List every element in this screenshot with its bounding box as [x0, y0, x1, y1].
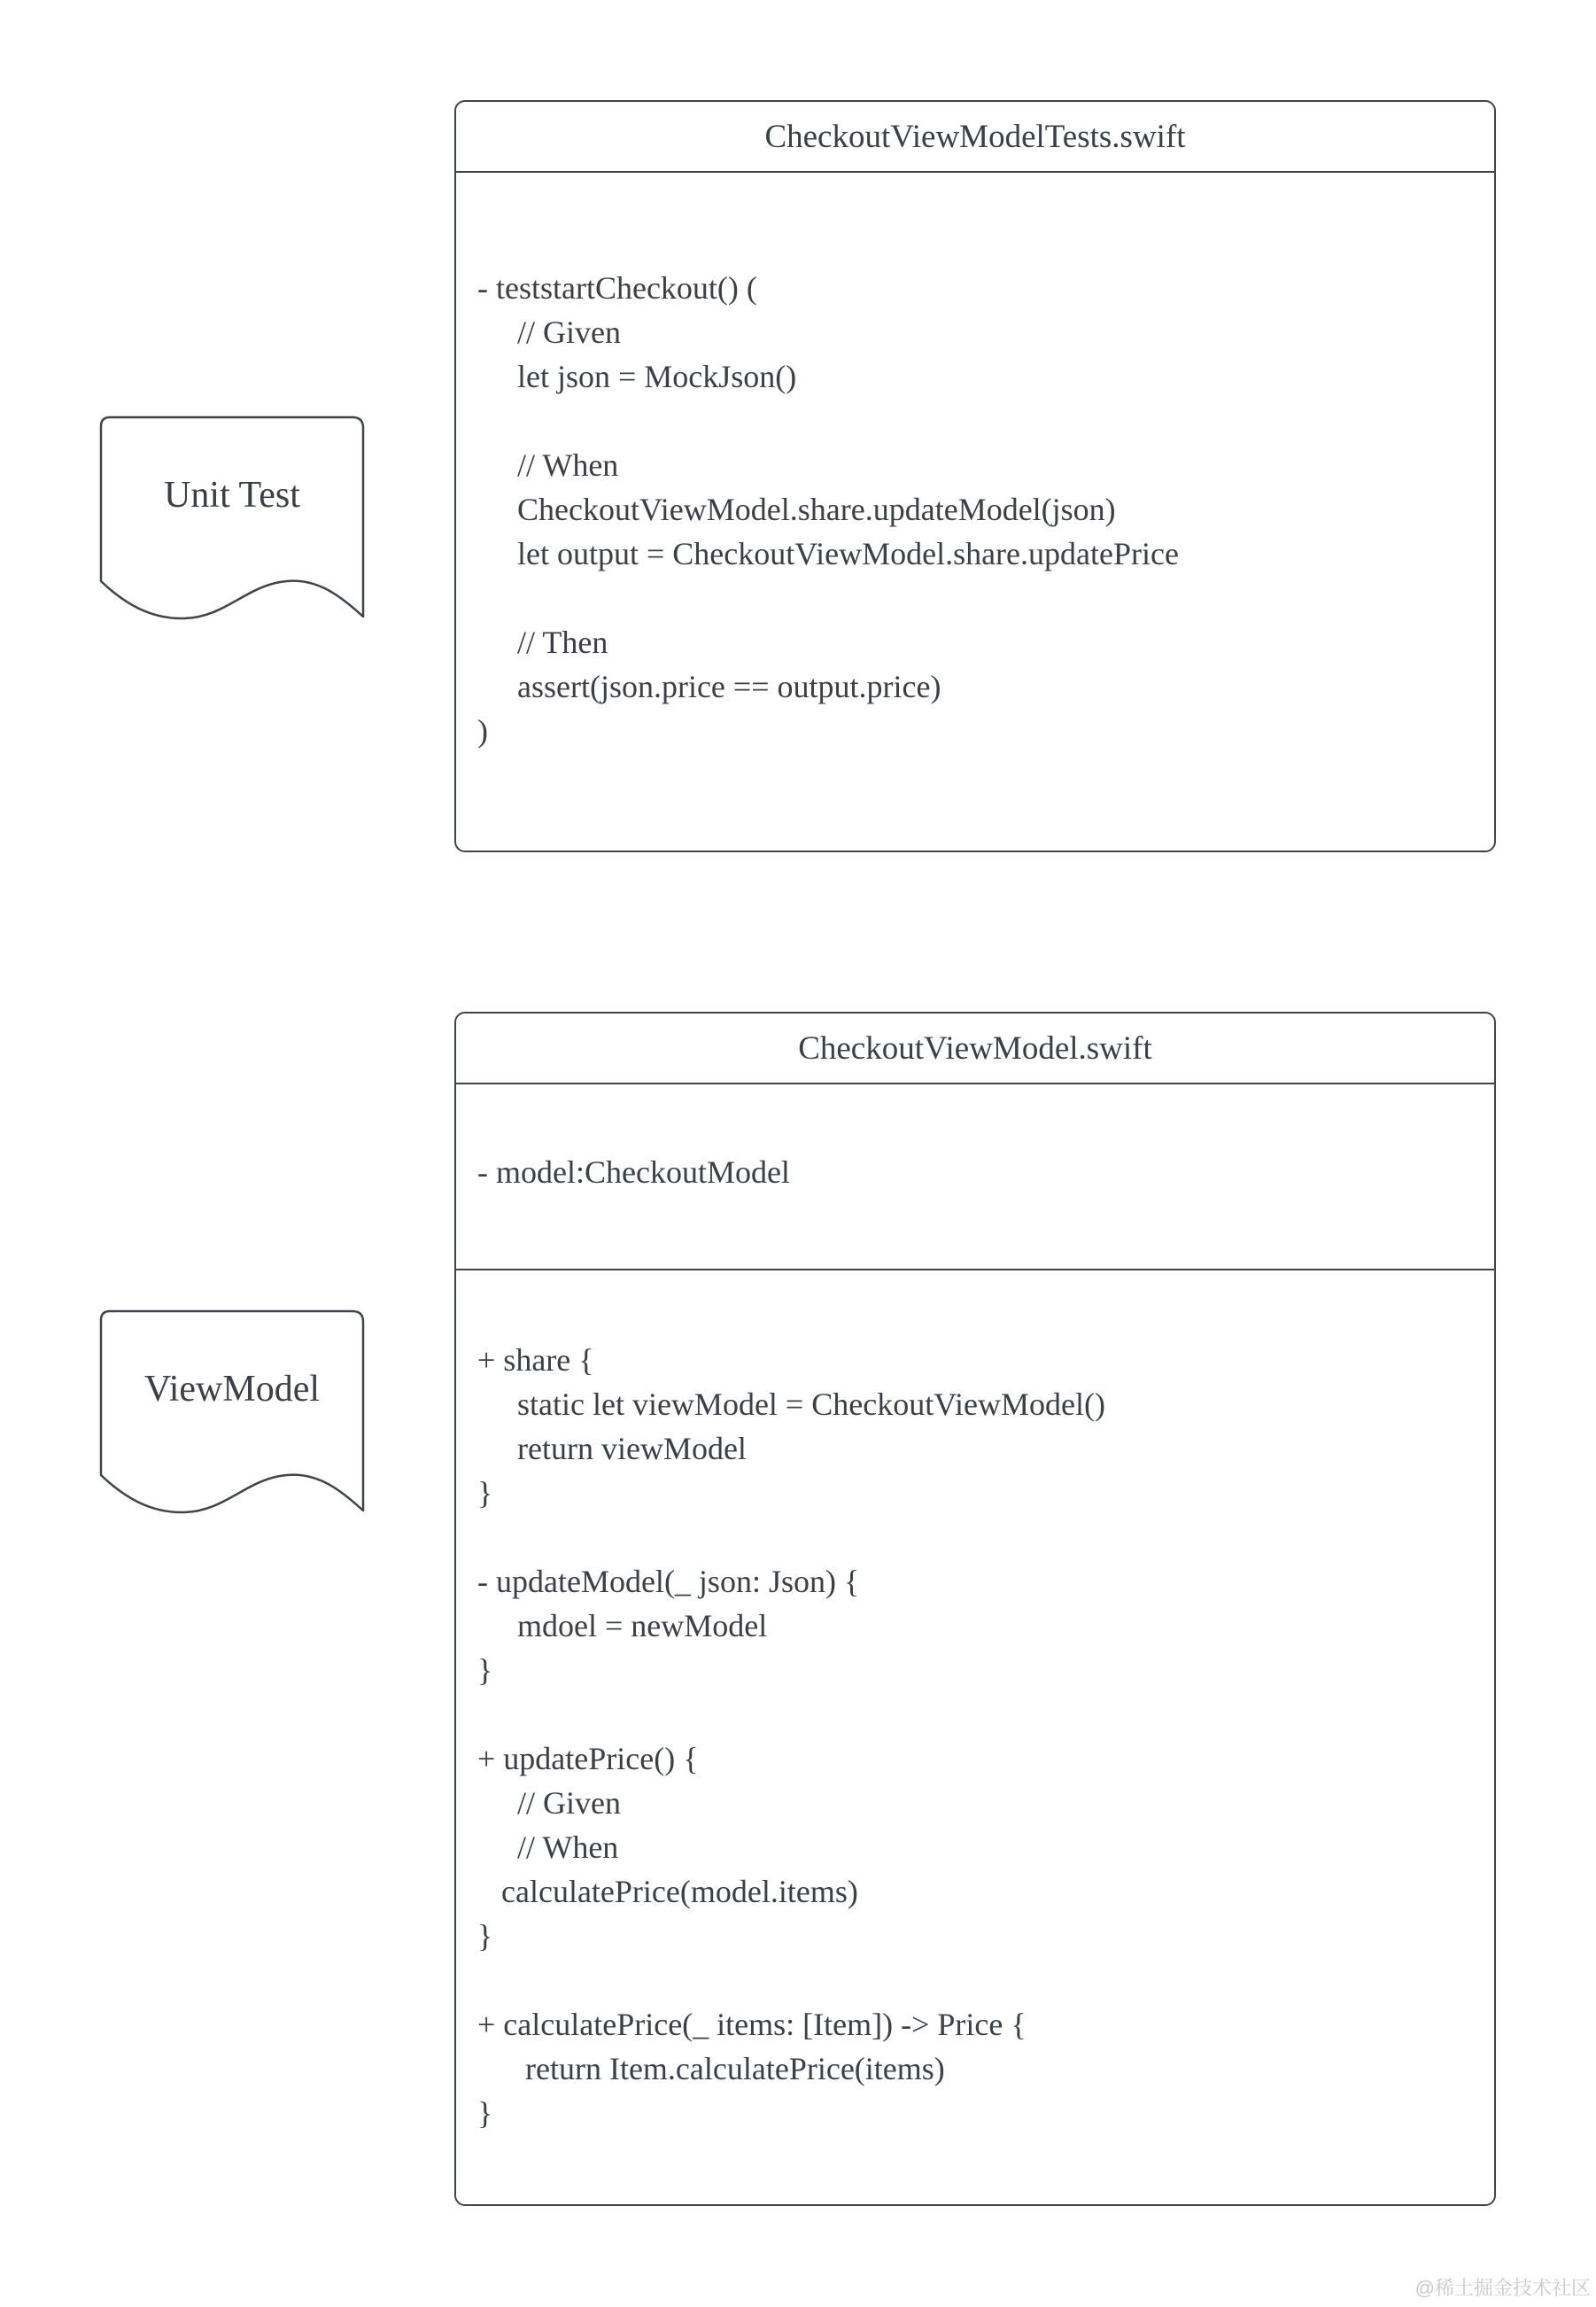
test-class-body: [456, 173, 1494, 753]
code-line: }: [477, 2095, 493, 2131]
code-line: - teststartCheckout() (: [477, 270, 757, 306]
document-shape-icon: [99, 416, 365, 624]
code-line: [477, 576, 1480, 620]
viewmodel-class-methods: [456, 1270, 1494, 2135]
code-line: + updatePrice() {: [477, 1741, 699, 1776]
code-line: }: [477, 1652, 493, 1688]
code-line: mdoel = newModel: [477, 1608, 768, 1643]
watermark: @稀土掘金技术社区: [1414, 2277, 1591, 2299]
code-line: [477, 1692, 1480, 1736]
code-line: return viewModel: [477, 1431, 747, 1466]
code-line: [477, 1515, 1480, 1559]
code-line: }: [477, 1918, 493, 1954]
unit-test-note: [99, 416, 365, 624]
code-line: static let viewModel = CheckoutViewModel(): [477, 1387, 1105, 1422]
test-class-title: CheckoutViewModelTests.swift: [456, 102, 1494, 173]
code-line: assert(json.price == output.price): [477, 669, 941, 704]
document-shape-icon: [99, 1309, 365, 1518]
code-line: CheckoutViewModel.share.updateModel(json): [477, 492, 1116, 527]
viewmodel-class-box: [454, 1012, 1496, 2206]
code-line: // Given: [477, 1785, 621, 1821]
unit-test-label: Unit Test: [164, 475, 300, 516]
code-line: [477, 1958, 1480, 2002]
viewmodel-note: [99, 1309, 365, 1518]
code-line: + share {: [477, 1342, 594, 1378]
viewmodel-class-title: CheckoutViewModel.swift: [456, 1014, 1494, 1084]
code-line: // Then: [477, 625, 608, 660]
code-line: // When: [477, 447, 619, 483]
code-line: }: [477, 1475, 493, 1511]
code-line: ): [477, 713, 488, 749]
code-line: return Item.calculatePrice(items): [477, 2051, 945, 2086]
code-line: // When: [477, 1829, 619, 1865]
code-line: - updateModel(_ json: Json) {: [477, 1564, 860, 1599]
code-line: + calculatePrice(_ items: [Item]) -> Price {: [477, 2007, 1027, 2042]
code-line: // Given: [477, 315, 621, 350]
code-line: [477, 399, 1480, 443]
test-class-box: [454, 100, 1496, 852]
code-line: calculatePrice(model.items): [477, 1874, 858, 1909]
viewmodel-label: ViewModel: [143, 1369, 321, 1410]
viewmodel-class-attributes: [456, 1084, 1494, 1270]
code-line: - model:CheckoutModel: [477, 1154, 790, 1190]
code-line: let output = CheckoutViewModel.share.updatePrice: [477, 536, 1179, 571]
code-line: let json = MockJson(): [477, 359, 797, 394]
